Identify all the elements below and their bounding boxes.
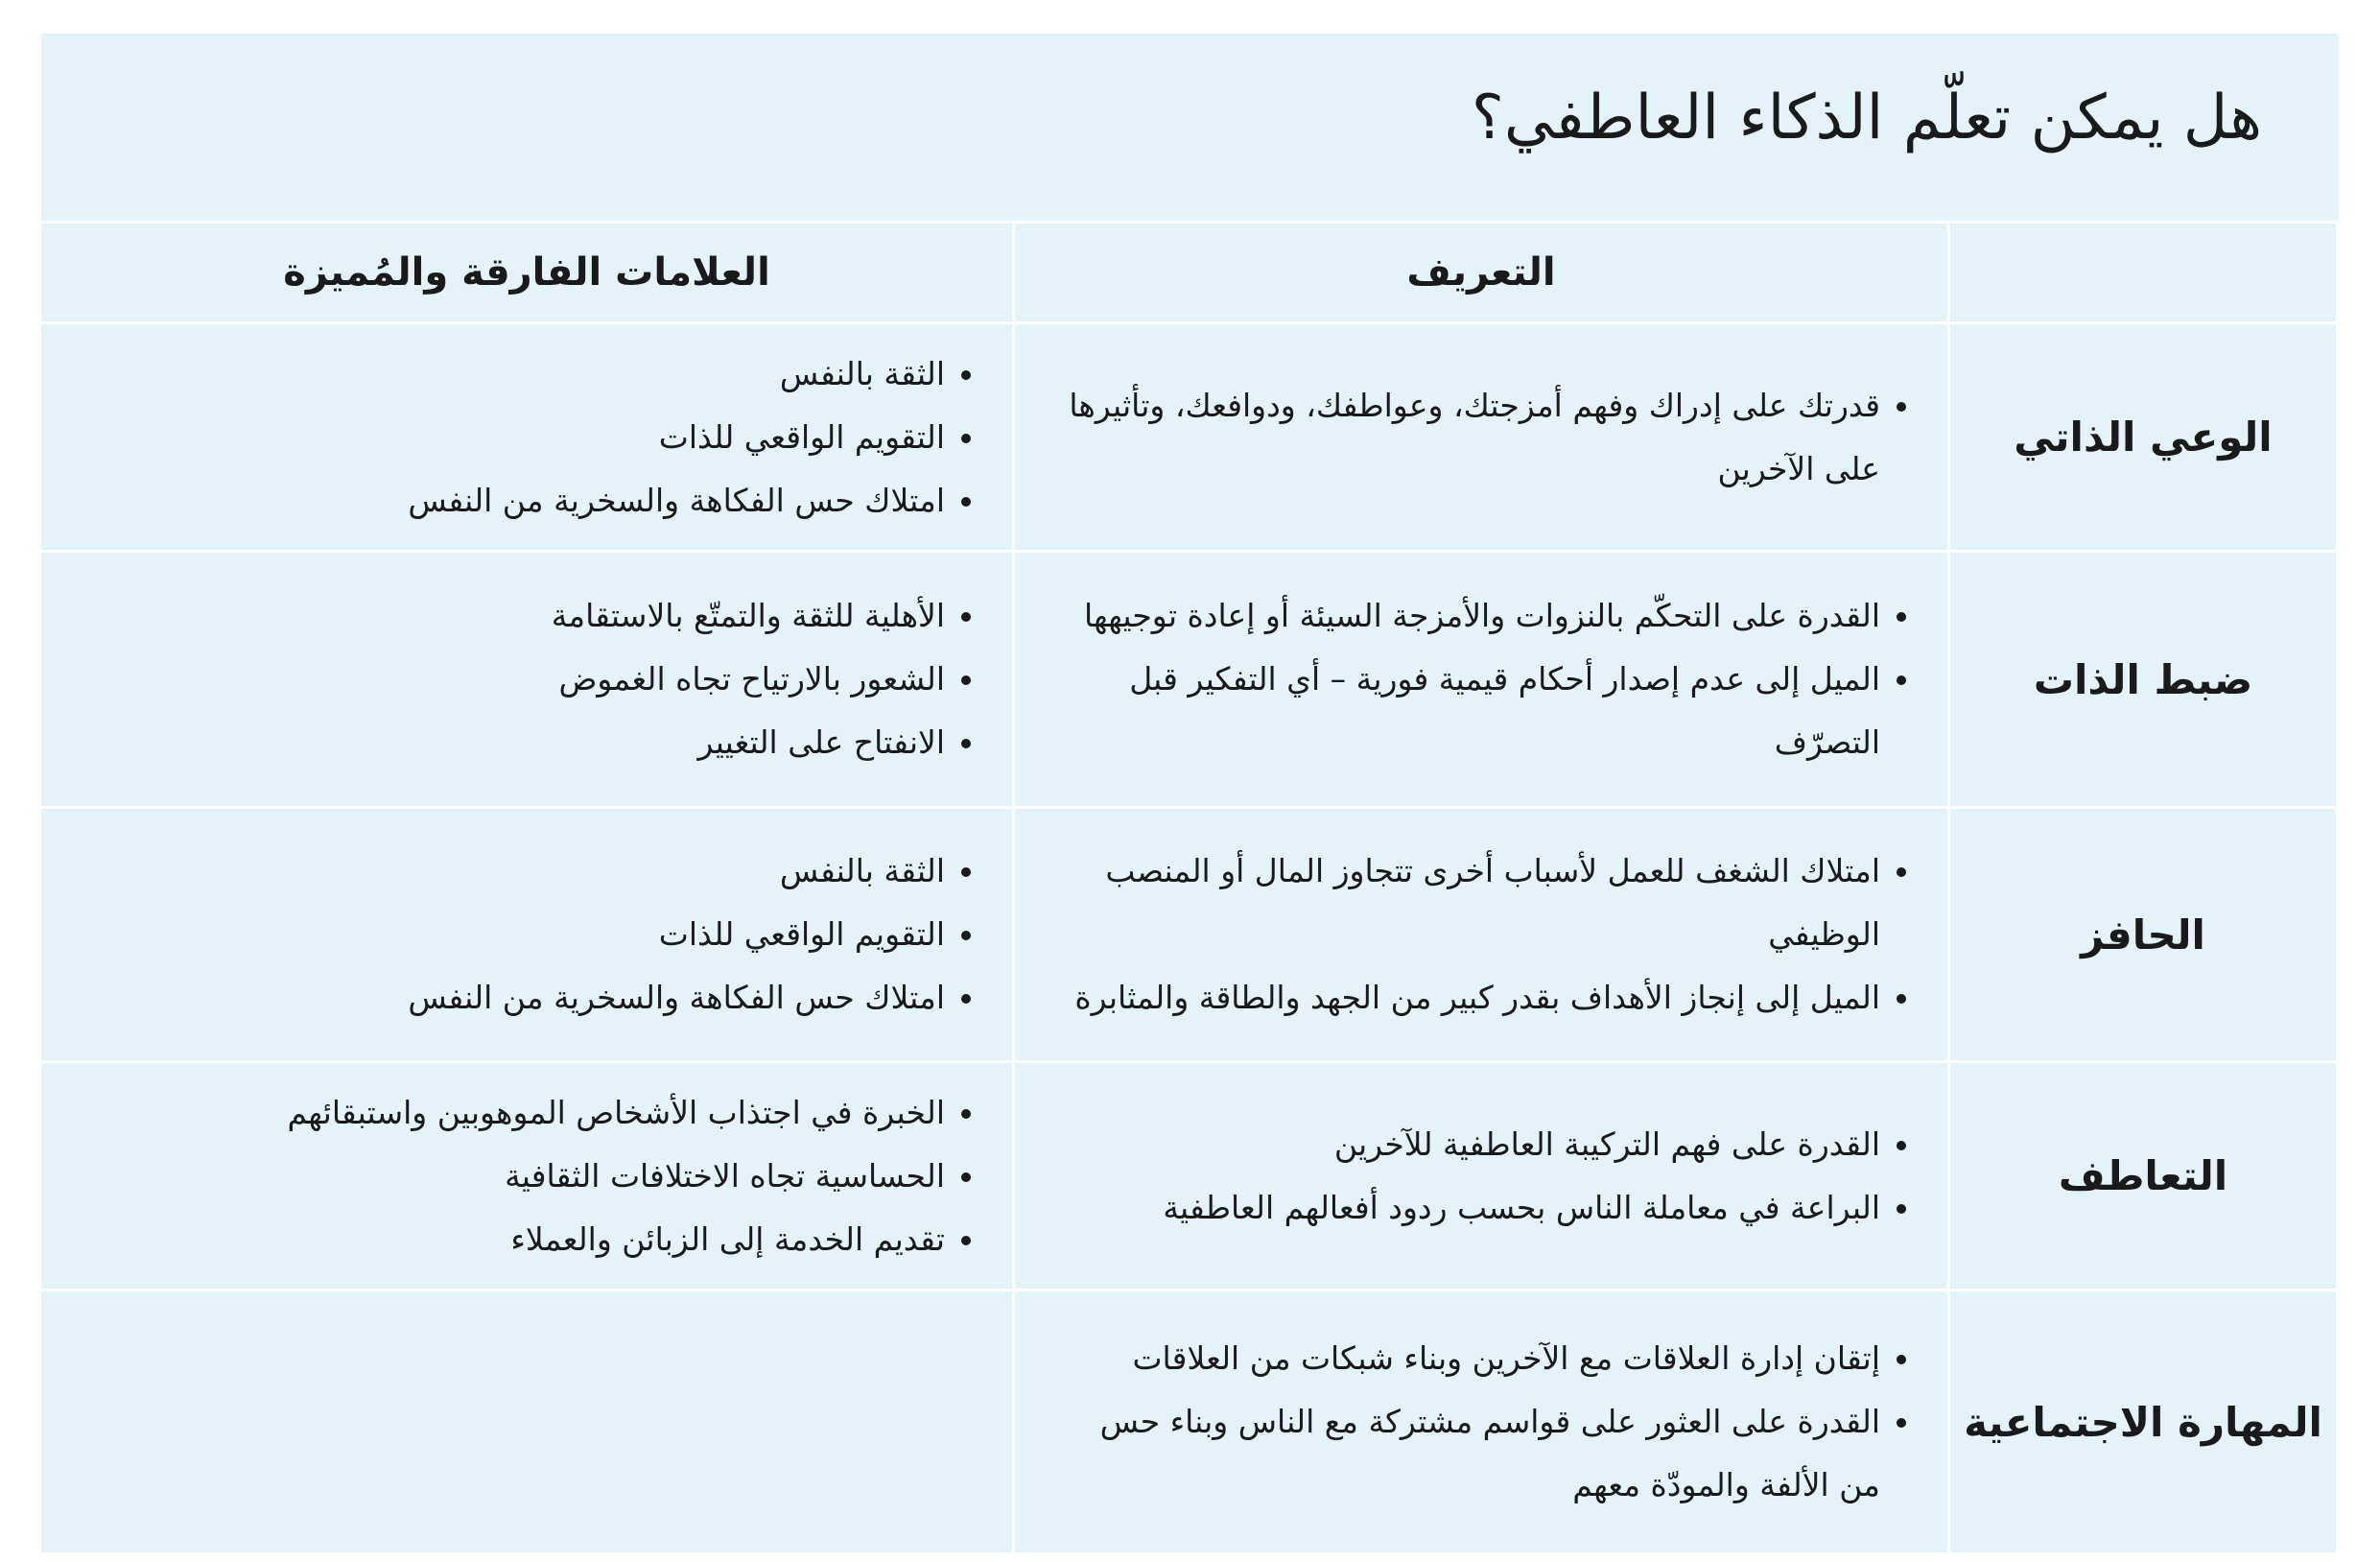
row-label: المهارة الاجتماعية bbox=[1949, 1290, 2338, 1554]
list-item: • التقويم الواقعي للذات bbox=[80, 406, 945, 469]
definition-list bbox=[1015, 1113, 1947, 1240]
signs-cell bbox=[40, 1062, 1014, 1290]
definition-list bbox=[1015, 374, 1947, 501]
signs-cell bbox=[40, 808, 1014, 1062]
list-item: • قدرتك على إدراك وفهم أمزجتك، وعواطفك، ودوافعك، وتأثيرها على الآخرين bbox=[1053, 374, 1880, 501]
list-item: • امتلاك الشغف للعمل لأسباب أخرى تتجاوز المال أو المنصب الوظيفي bbox=[1053, 840, 1880, 966]
list-item: • إتقان إدارة العلاقات مع الآخرين وبناء شبكات من العلاقات bbox=[1053, 1327, 1880, 1390]
signs-list bbox=[41, 1081, 1012, 1271]
table-header-row bbox=[40, 223, 2338, 323]
definition-cell bbox=[1014, 1290, 1949, 1554]
header-signs: العلامات الفارقة والمُميزة bbox=[40, 223, 1014, 323]
list-item: • امتلاك حس الفكاهة والسخرية من النفس bbox=[80, 469, 945, 532]
list-item: • الثقة بالنفس bbox=[80, 840, 945, 903]
signs-cell bbox=[40, 323, 1014, 552]
list-item: • الخبرة في اجتذاب الأشخاص الموهوبين واستبقائهم bbox=[80, 1081, 945, 1145]
row-label: ضبط الذات bbox=[1949, 552, 2338, 808]
list-item: • القدرة على العثور على قواسم مشتركة مع الناس وبناء حس من الألفة والمودّة معهم bbox=[1053, 1390, 1880, 1517]
list-item: • الحساسية تجاه الاختلافات الثقافية bbox=[80, 1145, 945, 1208]
definition-cell bbox=[1014, 552, 1949, 808]
list-item: • البراعة في معاملة الناس بحسب ردود أفعالهم العاطفية bbox=[1053, 1176, 1880, 1240]
list-item: • تقديم الخدمة إلى الزبائن والعملاء bbox=[80, 1208, 945, 1271]
table-row bbox=[40, 323, 2338, 552]
list-item: • امتلاك حس الفكاهة والسخرية من النفس bbox=[80, 966, 945, 1030]
signs-list bbox=[41, 343, 1012, 532]
list-item: • الميل إلى عدم إصدار أحكام قيمية فورية – أي التفكير قبل التصرّف bbox=[1053, 648, 1880, 774]
list-item: • الانفتاح على التغيير bbox=[80, 711, 945, 774]
list-item: • الميل إلى إنجاز الأهداف بقدر كبير من الجهد والطاقة والمثابرة bbox=[1053, 966, 1880, 1030]
list-item: • الثقة بالنفس bbox=[80, 343, 945, 406]
page-title: هل يمكن تعلّم الذكاء العاطفي؟ bbox=[1471, 83, 2262, 154]
signs-list bbox=[41, 584, 1012, 774]
row-label: الوعي الذاتي bbox=[1949, 323, 2338, 552]
table-row bbox=[40, 1290, 2338, 1554]
signs-list bbox=[41, 840, 1012, 1030]
header-label bbox=[1949, 223, 2338, 323]
definition-list bbox=[1015, 840, 1947, 1030]
list-item: • القدرة على فهم التركيبة العاطفية للآخرين bbox=[1053, 1113, 1880, 1176]
table-row bbox=[40, 808, 2338, 1062]
signs-cell bbox=[40, 552, 1014, 808]
list-item: • القدرة على التحكّم بالنزوات والأمزجة السيئة أو إعادة توجيهها bbox=[1053, 584, 1880, 648]
list-item: • الأهلية للثقة والتمتّع بالاستقامة bbox=[80, 584, 945, 648]
definition-list bbox=[1015, 584, 1947, 774]
definition-list bbox=[1015, 1327, 1947, 1517]
definition-cell bbox=[1014, 1062, 1949, 1290]
emotional-intelligence-table bbox=[38, 221, 2339, 1555]
list-item: • الشعور بالارتياح تجاه الغموض bbox=[80, 648, 945, 711]
definition-cell bbox=[1014, 808, 1949, 1062]
table-row bbox=[40, 1062, 2338, 1290]
row-label: الحافز bbox=[1949, 808, 2338, 1062]
row-label: التعاطف bbox=[1949, 1062, 2338, 1290]
list-item: • التقويم الواقعي للذات bbox=[80, 903, 945, 966]
emotional-intelligence-panel bbox=[41, 34, 2339, 1552]
header-definition: التعريف bbox=[1014, 223, 1949, 323]
table-row bbox=[40, 552, 2338, 808]
signs-cell bbox=[40, 1290, 1014, 1554]
definition-cell bbox=[1014, 323, 1949, 552]
